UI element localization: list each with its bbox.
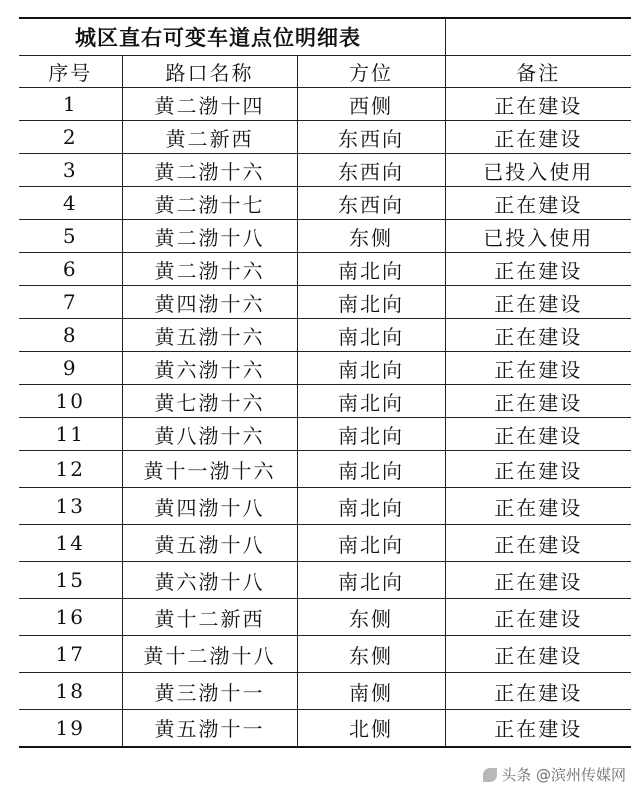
table-title: 城区直右可变车道点位明细表 bbox=[19, 18, 445, 56]
cell-no: 7 bbox=[19, 286, 122, 319]
table-row bbox=[19, 488, 631, 525]
cell-no: 9 bbox=[19, 352, 122, 385]
cell-direction: 南侧 bbox=[297, 673, 445, 710]
cell-note: 正在建设 bbox=[445, 418, 631, 451]
cell-no: 12 bbox=[19, 451, 122, 488]
cell-intersection: 黄二渤十六 bbox=[122, 253, 297, 286]
table-row bbox=[19, 599, 631, 636]
cell-intersection: 黄五渤十一 bbox=[122, 710, 297, 747]
cell-note: 正在建设 bbox=[445, 319, 631, 352]
cell-note: 正在建设 bbox=[445, 599, 631, 636]
cell-no: 8 bbox=[19, 319, 122, 352]
cell-no: 15 bbox=[19, 562, 122, 599]
cell-direction: 南北向 bbox=[297, 488, 445, 525]
cell-note: 正在建设 bbox=[445, 636, 631, 673]
table-row bbox=[19, 286, 631, 319]
cell-direction: 东西向 bbox=[297, 154, 445, 187]
cell-direction: 东西向 bbox=[297, 187, 445, 220]
header-direction: 方位 bbox=[297, 56, 445, 88]
cell-direction: 南北向 bbox=[297, 385, 445, 418]
cell-intersection: 黄十一渤十六 bbox=[122, 451, 297, 488]
table-row bbox=[19, 451, 631, 488]
table-row bbox=[19, 253, 631, 286]
table-row bbox=[19, 121, 631, 154]
cell-note: 已投入使用 bbox=[445, 154, 631, 187]
header-name: 路口名称 bbox=[122, 56, 297, 88]
cell-note: 正在建设 bbox=[445, 253, 631, 286]
cell-direction: 西侧 bbox=[297, 88, 445, 121]
cell-no: 10 bbox=[19, 385, 122, 418]
cell-note: 正在建设 bbox=[445, 121, 631, 154]
table-row bbox=[19, 673, 631, 710]
cell-intersection: 黄四渤十八 bbox=[122, 488, 297, 525]
cell-intersection: 黄五渤十六 bbox=[122, 319, 297, 352]
cell-intersection: 黄八渤十六 bbox=[122, 418, 297, 451]
table-row bbox=[19, 636, 631, 673]
table-row bbox=[19, 710, 631, 747]
cell-intersection: 黄二渤十四 bbox=[122, 88, 297, 121]
cell-intersection: 黄十二新西 bbox=[122, 599, 297, 636]
cell-note: 正在建设 bbox=[445, 562, 631, 599]
table-row bbox=[19, 352, 631, 385]
table-row bbox=[19, 525, 631, 562]
cell-intersection: 黄六渤十六 bbox=[122, 352, 297, 385]
table-row bbox=[19, 187, 631, 220]
cell-intersection: 黄十二渤十八 bbox=[122, 636, 297, 673]
cell-note: 正在建设 bbox=[445, 451, 631, 488]
cell-note: 正在建设 bbox=[445, 488, 631, 525]
cell-direction: 南北向 bbox=[297, 525, 445, 562]
header-no: 序号 bbox=[19, 56, 122, 88]
cell-intersection: 黄二渤十八 bbox=[122, 220, 297, 253]
cell-no: 2 bbox=[19, 121, 122, 154]
cell-intersection: 黄七渤十六 bbox=[122, 385, 297, 418]
table-row bbox=[19, 562, 631, 599]
cell-no: 6 bbox=[19, 253, 122, 286]
lane-table bbox=[19, 17, 631, 748]
cell-direction: 南北向 bbox=[297, 286, 445, 319]
cell-direction: 南北向 bbox=[297, 319, 445, 352]
cell-intersection: 黄二新西 bbox=[122, 121, 297, 154]
watermark-text: 头条 @滨州传媒网 bbox=[501, 766, 626, 784]
cell-no: 13 bbox=[19, 488, 122, 525]
cell-no: 4 bbox=[19, 187, 122, 220]
cell-direction: 东侧 bbox=[297, 220, 445, 253]
cell-no: 16 bbox=[19, 599, 122, 636]
cell-direction: 东西向 bbox=[297, 121, 445, 154]
watermark bbox=[483, 764, 626, 785]
cell-intersection: 黄四渤十六 bbox=[122, 286, 297, 319]
cell-note: 正在建设 bbox=[445, 710, 631, 747]
table-row bbox=[19, 220, 631, 253]
cell-intersection: 黄二渤十六 bbox=[122, 154, 297, 187]
table-row bbox=[19, 154, 631, 187]
cell-no: 3 bbox=[19, 154, 122, 187]
cell-note: 正在建设 bbox=[445, 88, 631, 121]
cell-no: 19 bbox=[19, 710, 122, 747]
cell-direction: 南北向 bbox=[297, 451, 445, 488]
cell-direction: 东侧 bbox=[297, 636, 445, 673]
cell-direction: 南北向 bbox=[297, 418, 445, 451]
title-empty-cell bbox=[445, 18, 631, 56]
cell-note: 正在建设 bbox=[445, 525, 631, 562]
cell-direction: 南北向 bbox=[297, 352, 445, 385]
title-row bbox=[19, 18, 631, 56]
cell-note: 正在建设 bbox=[445, 673, 631, 710]
cell-direction: 东侧 bbox=[297, 599, 445, 636]
cell-intersection: 黄五渤十八 bbox=[122, 525, 297, 562]
cell-note: 已投入使用 bbox=[445, 220, 631, 253]
cell-direction: 北侧 bbox=[297, 710, 445, 747]
cell-direction: 南北向 bbox=[297, 253, 445, 286]
cell-no: 5 bbox=[19, 220, 122, 253]
cell-note: 正在建设 bbox=[445, 286, 631, 319]
cell-no: 14 bbox=[19, 525, 122, 562]
cell-intersection: 黄二渤十七 bbox=[122, 187, 297, 220]
table-row bbox=[19, 319, 631, 352]
cell-note: 正在建设 bbox=[445, 187, 631, 220]
cell-no: 1 bbox=[19, 88, 122, 121]
cell-direction: 南北向 bbox=[297, 562, 445, 599]
cell-intersection: 黄三渤十一 bbox=[122, 673, 297, 710]
cell-note: 正在建设 bbox=[445, 385, 631, 418]
cell-no: 17 bbox=[19, 636, 122, 673]
cell-note: 正在建设 bbox=[445, 352, 631, 385]
cell-intersection: 黄六渤十八 bbox=[122, 562, 297, 599]
table-row bbox=[19, 385, 631, 418]
cell-no: 18 bbox=[19, 673, 122, 710]
cell-no: 11 bbox=[19, 418, 122, 451]
header-row bbox=[19, 56, 631, 88]
table-row bbox=[19, 418, 631, 451]
table-row bbox=[19, 88, 631, 121]
watermark-logo-icon bbox=[483, 768, 497, 782]
header-note: 备注 bbox=[445, 56, 631, 88]
